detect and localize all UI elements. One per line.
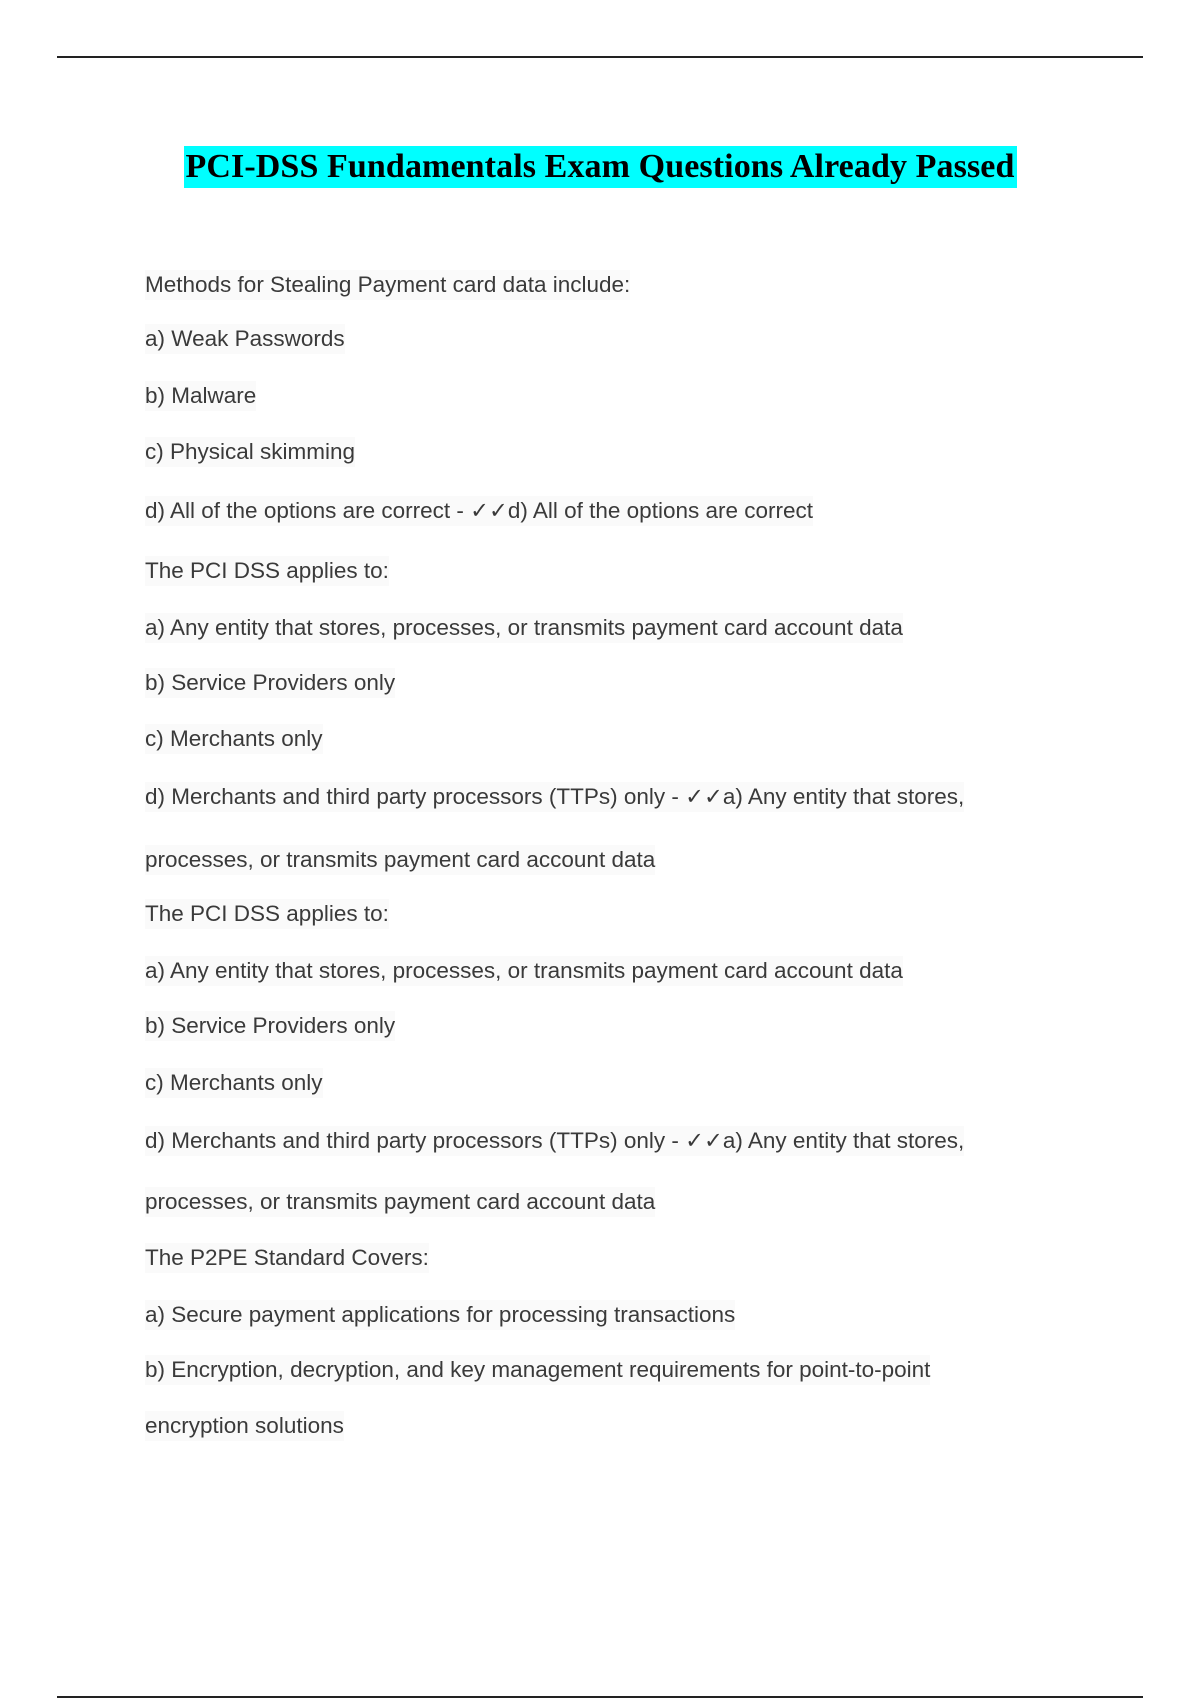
question-1-prompt: Methods for Stealing Payment card data include: [145, 270, 630, 300]
question-3-option-b: b) Service Providers only [145, 1011, 395, 1041]
question-1-option-c: c) Physical skimming [145, 437, 355, 467]
question-3-answer-continued: processes, or transmits payment card account data [145, 1187, 655, 1217]
question-2-option-d-answer: d) Merchants and third party processors (TTPs) only - ✓✓a) Any entity that stores, [145, 782, 964, 812]
question-4-prompt: The P2PE Standard Covers: [145, 1243, 429, 1273]
question-3-option-c: c) Merchants only [145, 1068, 323, 1098]
question-2-option-a: a) Any entity that stores, processes, or transmits payment card account data [145, 613, 903, 643]
question-3-option-a: a) Any entity that stores, processes, or transmits payment card account data [145, 956, 903, 986]
question-2-option-c: c) Merchants only [145, 724, 323, 754]
question-1-option-b: b) Malware [145, 381, 256, 411]
bottom-divider [57, 1696, 1143, 1698]
title-container [0, 146, 1200, 188]
question-3-option-d-answer: d) Merchants and third party processors (TTPs) only - ✓✓a) Any entity that stores, [145, 1126, 964, 1156]
question-1-option-a: a) Weak Passwords [145, 324, 345, 354]
document-title: PCI-DSS Fundamentals Exam Questions Already Passed [184, 146, 1017, 188]
question-4-option-a: a) Secure payment applications for processing transactions [145, 1300, 735, 1330]
top-divider [57, 56, 1143, 58]
question-2-answer-continued: processes, or transmits payment card account data [145, 845, 655, 875]
question-4-option-b-continued: encryption solutions [145, 1411, 344, 1441]
question-2-prompt: The PCI DSS applies to: [145, 556, 389, 586]
question-2-option-b: b) Service Providers only [145, 668, 395, 698]
question-4-option-b: b) Encryption, decryption, and key management requirements for point-to-point [145, 1355, 930, 1385]
question-1-option-d-answer: d) All of the options are correct - ✓✓d) All of the options are correct [145, 496, 813, 526]
question-3-prompt: The PCI DSS applies to: [145, 899, 389, 929]
